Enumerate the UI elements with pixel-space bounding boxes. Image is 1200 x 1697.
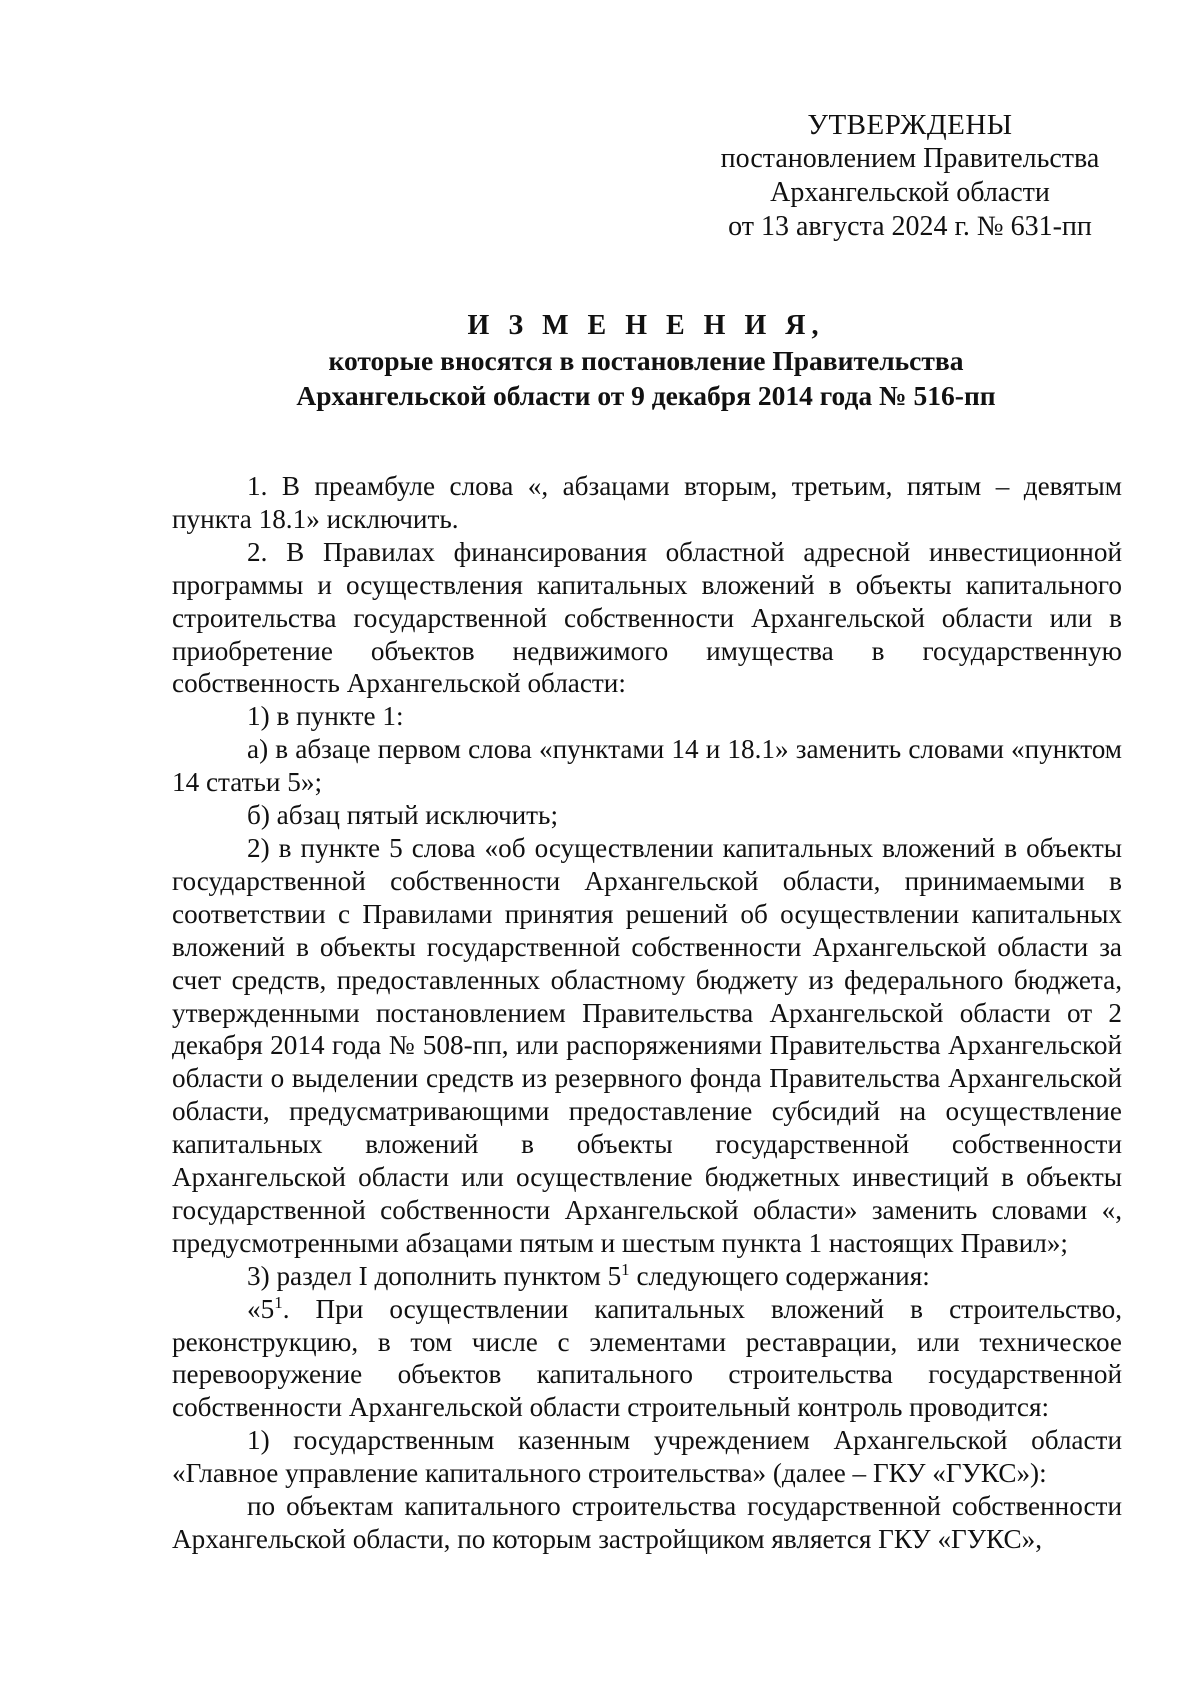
approval-line-4: от 13 августа 2024 г. № 631-пп	[728, 211, 1092, 242]
approval-heading: УТВЕРЖДЕНЫ	[807, 109, 1013, 141]
paragraph-8-text-end: . При осуществлении капитальных вложений в строительство, реконструкцию, в том числе с элементами реставрации, или техническое перевооружение объектов капитального строительства государственной собственности Архангельской области строительный контроль проводится:	[172, 1293, 1122, 1423]
title-line-1: И З М Е Н Е Н И Я,	[467, 310, 825, 341]
paragraph-7	[172, 1260, 1122, 1293]
paragraph-7-text-end: следующего содержания:	[629, 1260, 930, 1291]
paragraph-9: 1) государственным казенным учреждением Архангельской области «Главное управление капитального строительства» (далее – ГКУ «ГУКС»):	[172, 1425, 1122, 1489]
paragraph-2: 2. В Правилах финансирования областной адресной инвестиционной программы и осуществления капитальных вложений в объекты капитального строительства государственной собственности Архангельской области или в приобретение объектов недвижимого имущества в государственную собственность Архангельской области:	[172, 536, 1122, 699]
paragraph-4: а) в абзаце первом слова «пунктами 14 и 18.1» заменить словами «пунктом 14 статьи 5»;	[172, 734, 1122, 798]
approval-stamp	[700, 108, 1120, 244]
paragraph-1: 1. В преамбуле слова «, абзацами вторым, третьим, пятым – девятым пункта 18.1» исключить.	[172, 471, 1122, 534]
paragraph-7-superscript: 1	[621, 1259, 630, 1279]
approval-line-2: постановлением Правительства	[720, 143, 1100, 174]
paragraph-5: б) абзац пятый исключить;	[247, 800, 559, 831]
paragraph-7-text: 3) раздел I дополнить пунктом 5	[247, 1260, 622, 1291]
paragraph-8-superscript: 1	[274, 1292, 283, 1312]
paragraph-6: 2) в пункте 5 слова «об осуществлении капитальных вложений в объекты государственной собственности Архангельской области, принимаемыми в соответствии с Правилами принятия решений об осуществлении капитальных вложений в объекты государственной собственности Архангельской области за счет средств, предоставленных областному бюджету из федерального бюджета, утвержденными постановлением Правительства Архангельской области от 2 декабря 2014 года № 508-пп, или распоряжениями Правительства Архангельской области о выделении средств из резервного фонда Правительства Архангельской области, предусматривающими предоставление субсидий на осуществление капитальных вложений в объекты государственной собственности Архангельской области или осуществление бюджетных инвестиций в объекты государственной собственности Архангельской области» заменить словами «, предусмотренными абзацами пятым и шестым пункта 1 настоящих Правил»;	[172, 832, 1122, 1258]
title-line-2: которые вносятся в постановление Правительства	[328, 345, 964, 376]
document-title	[170, 308, 1122, 413]
paragraph-10: по объектам капитального строительства государственной собственности Архангельской области, по которым застройщиком является ГКУ «ГУКС»,	[172, 1491, 1122, 1554]
paragraph-8-text: «5	[247, 1293, 275, 1324]
approval-line-3: Архангельской области	[770, 177, 1050, 208]
paragraph-8	[172, 1293, 1122, 1425]
title-line-3: Архангельской области от 9 декабря 2014 года № 516-пп	[296, 380, 996, 411]
paragraph-3: 1) в пункте 1:	[247, 701, 404, 732]
document-body	[172, 470, 1122, 1556]
